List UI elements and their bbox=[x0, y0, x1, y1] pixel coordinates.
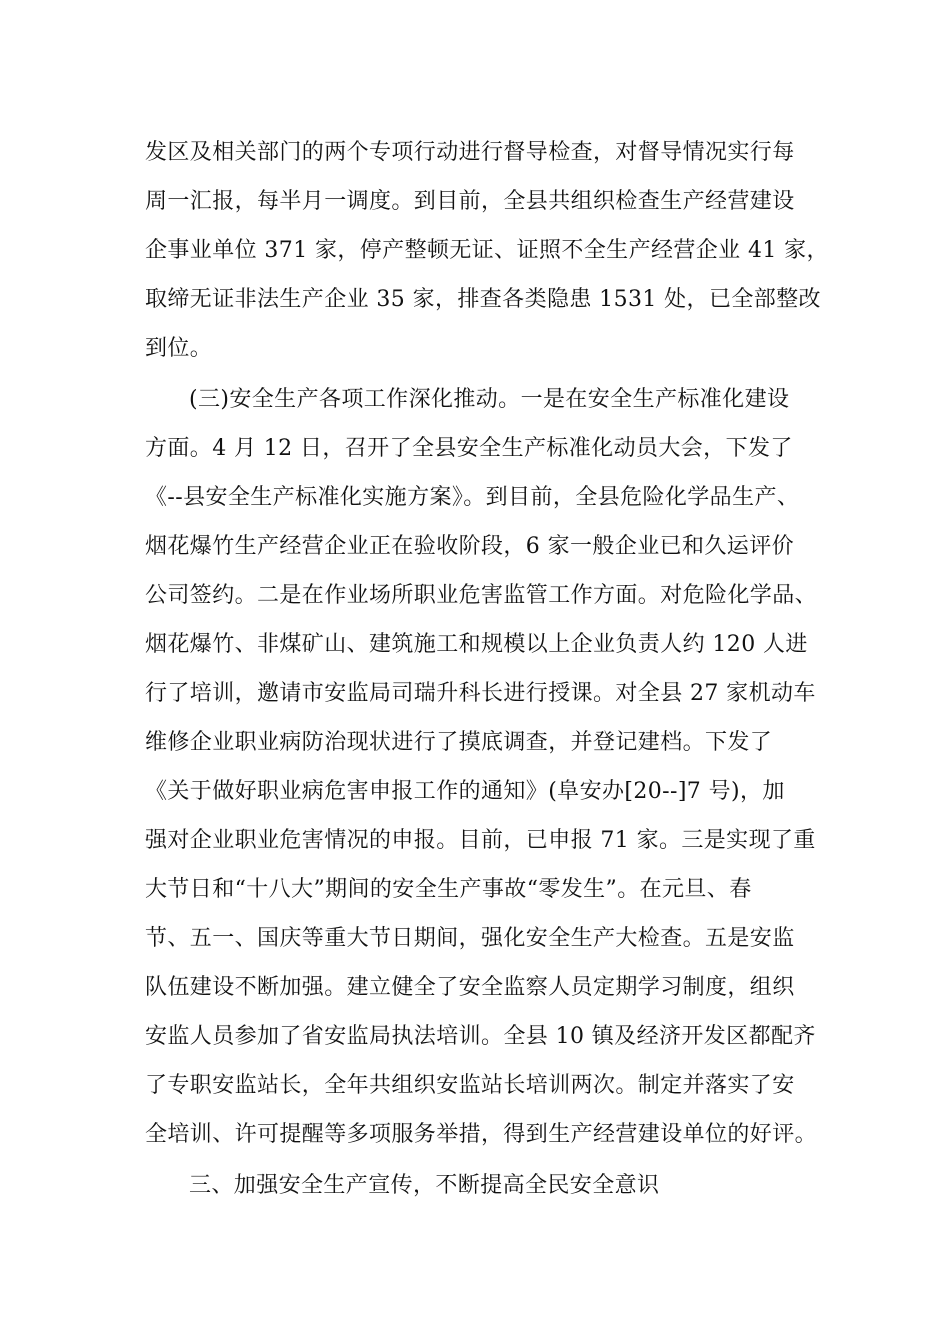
text-line: 维修企业职业病防治现状进行了摸底调查，并登记建档。下发了 bbox=[145, 730, 773, 755]
text-line: 了专职安监站长，全年共组织安监站长培训两次。制定并落实了安 bbox=[145, 1073, 795, 1098]
text-line: 强对企业职业危害情况的申报。目前，已申报 71 家。三是实现了重 bbox=[145, 828, 816, 853]
section-heading: 三、加强安全生产宣传，不断提高全民安全意识 bbox=[189, 1173, 660, 1198]
text-line: 节、五一、国庆等重大节日期间，强化安全生产大检查。五是安监 bbox=[145, 926, 795, 951]
text-line: 方面。4 月 12 日，召开了全县安全生产标准化动员大会，下发了 bbox=[145, 436, 793, 461]
text-line: 大节日和“十八大”期间的安全生产事故“零发生”。在元旦、春 bbox=[145, 877, 752, 902]
text-line: 队伍建设不断加强。建立健全了安全监察人员定期学习制度，组织 bbox=[145, 975, 795, 1000]
text-line: 安监人员参加了省安监局执法培训。全县 10 镇及经济开发区都配齐 bbox=[145, 1024, 816, 1049]
text-line: 行了培训，邀请市安监局司瑞升科长进行授课。对全县 27 家机动车 bbox=[145, 681, 816, 706]
text-line: 《--县安全生产标准化实施方案》。到目前，全县危险化学品生产、 bbox=[145, 485, 800, 510]
document-page bbox=[145, 128, 829, 1210]
text-line: 发区及相关部门的两个专项行动进行督导检查，对督导情况实行每 bbox=[145, 140, 795, 165]
text-line: 企事业单位 371 家，停产整顿无证、证照不全生产经营企业 41 家， bbox=[145, 238, 829, 263]
text-line: 取缔无证非法生产企业 35 家，排查各类隐患 1531 处，已全部整改 bbox=[145, 287, 821, 312]
text-line: 周一汇报，每半月一调度。到目前，全县共组织检查生产经营建设 bbox=[145, 189, 795, 214]
section-3-paragraph-start: (三)安全生产各项工作深化推动。一是在安全生产标准化建设 bbox=[189, 387, 790, 412]
text-line: 全培训、许可提醒等多项服务举措，得到生产经营建设单位的好评。 bbox=[145, 1122, 818, 1147]
text-line: 烟花爆竹、非煤矿山、建筑施工和规模以上企业负责人约 120 人进 bbox=[145, 632, 808, 657]
text-line: 到位。 bbox=[145, 336, 213, 361]
text-line: 公司签约。二是在作业场所职业危害监管工作方面。对危险化学品、 bbox=[145, 583, 818, 608]
text-line: 《关于做好职业病危害申报工作的通知》(阜安办[20--]7 号)，加 bbox=[145, 779, 785, 804]
text-line: 烟花爆竹生产经营企业正在验收阶段，6 家一般企业已和久运评价 bbox=[145, 534, 794, 559]
